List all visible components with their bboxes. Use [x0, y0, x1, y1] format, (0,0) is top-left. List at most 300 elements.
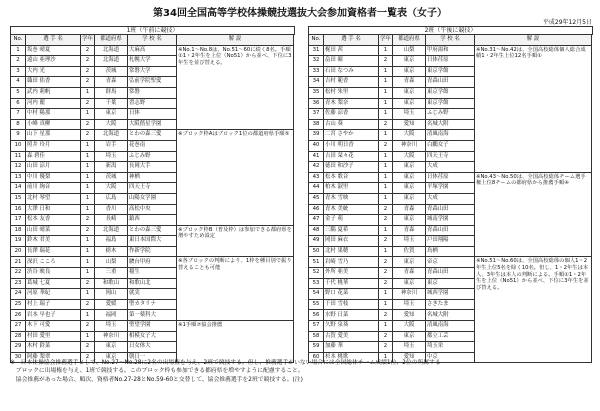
prefecture: 岡山 — [95, 289, 128, 300]
school-name: 習志野 — [128, 98, 177, 109]
athlete-name: 加藤 華 — [324, 342, 379, 353]
prefecture: 大阪 — [95, 183, 128, 194]
grade: 1 — [379, 321, 393, 332]
prefecture: 愛知 — [393, 310, 426, 321]
athlete-name: 阿藤 梨翠 — [26, 352, 81, 363]
entry-number: 38 — [309, 119, 324, 130]
grade: 1 — [379, 246, 393, 257]
entry-number: 27 — [11, 321, 26, 332]
athlete-name: 三隅 夏希 — [324, 225, 379, 236]
grade: 2 — [379, 342, 393, 353]
prefecture: 愛知 — [393, 119, 426, 130]
prefecture: 長崎 — [95, 215, 128, 226]
athlete-name: 松本 歌音 — [324, 172, 379, 183]
grade: 1 — [379, 151, 393, 162]
athlete-name: 畠田 瞳 — [324, 56, 379, 67]
athlete-name: 渋谷 映良 — [26, 268, 81, 279]
entry-number: 28 — [11, 331, 26, 342]
athlete-name: 外所 亜美 — [324, 268, 379, 279]
entry-number: 36 — [309, 98, 324, 109]
school-name: 大阪偕星学園 — [128, 119, 177, 130]
grade: 2 — [379, 56, 393, 67]
prefecture: 大阪 — [393, 321, 426, 332]
entry-number: 55 — [309, 299, 324, 310]
school-name: 四天王寺 — [128, 183, 177, 194]
athlete-name: 長澤 瑞花 — [26, 246, 81, 257]
grade: 1 — [81, 268, 95, 279]
grade: 2 — [81, 215, 95, 226]
note-cell: ※各ブロックの判断により、1枠を種目別で振り替えることも可能 — [177, 257, 294, 321]
prefecture: 広島 — [95, 193, 128, 204]
grade: 2 — [379, 236, 393, 247]
athlete-name: 松村 朱里 — [324, 87, 379, 98]
prefecture: 東京 — [393, 215, 426, 226]
column-header: 都道府県 — [393, 35, 426, 46]
grade: 2 — [379, 331, 393, 342]
school-name: 城南学園 — [426, 215, 475, 226]
note-cell: ※No.51〜No.60は、全国高校総体の個人1・2年生上位5名を除く10名。但し、1・2年生は本人、3年生は本人の判断による。手順①1・2年生を上位（No51）から並べ、下位に3年生を並び替える。 — [475, 257, 592, 363]
grade: 2 — [379, 257, 393, 268]
prefecture: 東京 — [393, 193, 426, 204]
grade: 2 — [379, 215, 393, 226]
prefecture: 大阪 — [95, 119, 128, 130]
prefecture: 東京 — [393, 183, 426, 194]
entry-number: 48 — [309, 225, 324, 236]
athlete-name: 梶田 茜 — [324, 45, 379, 56]
athlete-name: 葛城 七夏 — [26, 278, 81, 289]
school-name: ふじみ野 — [426, 109, 475, 120]
grade: 1 — [379, 289, 393, 300]
grade: 1 — [379, 352, 393, 363]
prefecture: 東京 — [393, 87, 426, 98]
prefecture: 青森 — [393, 204, 426, 215]
athlete-name: 山田 涼月 — [26, 162, 81, 173]
grade: 1 — [379, 193, 393, 204]
table-row — [11, 130, 294, 141]
note-cell: ※No.43〜No.50は、全国高校総体チーム選手権上位8チームの都府県から推薦手順④ — [475, 172, 592, 257]
entry-number: 13 — [11, 172, 26, 183]
athlete-name: 古賀 愛美 — [324, 331, 379, 342]
school-name: 聖カタリナ — [128, 299, 177, 310]
school-name: 弘前学院聖愛 — [128, 77, 177, 88]
grade: 1 — [81, 236, 95, 247]
athlete-name: 前川 絢音 — [26, 183, 81, 194]
school-name: 山陽女学園 — [128, 193, 177, 204]
grade: 1 — [379, 183, 393, 194]
grade: 2 — [81, 225, 95, 236]
athlete-name: 山下 星那 — [26, 130, 81, 141]
column-header: 解 説 — [177, 35, 294, 46]
prefecture: 埼玉 — [393, 236, 426, 247]
school-name: 甲府湯和 — [426, 45, 475, 56]
prefecture: 埼玉 — [393, 342, 426, 353]
school-name: 日体 — [128, 109, 177, 120]
grade: 2 — [81, 278, 95, 289]
grade: 1 — [379, 172, 393, 183]
prefecture: 岩手 — [95, 140, 128, 151]
school-name: 東京学館 — [426, 66, 475, 77]
table-row — [309, 45, 592, 56]
entry-number: 9 — [11, 130, 26, 141]
prefecture: 山梨 — [95, 257, 128, 268]
athlete-name: 村上 瑞子 — [26, 299, 81, 310]
footnote-line: 協会推薦があった場合、順次、資格者No.27-28とNo.59-60と交替して、協会推薦選手を2班で競技する。(注) — [10, 376, 303, 383]
school-name: 稲生 — [128, 268, 177, 279]
athlete-name: 中村 陽那 — [26, 109, 81, 120]
athlete-name: 遠山 亜理沙 — [26, 56, 81, 67]
footnote-line: ブロックに出場権を与え、1班で競技する。このブロック枠も参加できる都府県を増やすように配慮すること。 — [10, 368, 304, 375]
prefecture: 栃木 — [95, 246, 128, 257]
school-name: 聖望学園 — [128, 321, 177, 332]
prefecture: 和歌山 — [95, 278, 128, 289]
grade: 1 — [81, 193, 95, 204]
page-title: 第34回全国高等学校体操競技選抜大会参加資格者一覧表（女子） — [153, 8, 447, 19]
column-header: 学 校 名 — [128, 35, 177, 46]
document-date: 平成29年12月5日 — [542, 19, 592, 26]
grade: 1 — [81, 331, 95, 342]
grade: 1 — [379, 162, 393, 173]
prefecture: 北海道 — [95, 225, 128, 236]
prefecture: 東京 — [393, 331, 426, 342]
table-row — [11, 321, 294, 332]
grade: 1 — [81, 310, 95, 321]
entry-number: 37 — [309, 109, 324, 120]
prefecture: 神奈川 — [95, 331, 128, 342]
table-row — [309, 172, 592, 183]
column-header: 選 手 名 — [26, 35, 81, 46]
prefecture: 千葉 — [95, 98, 128, 109]
prefecture: 新潟 — [95, 162, 128, 173]
athlete-name: 小峰 真柳 — [26, 119, 81, 130]
school-name: 名城大附 — [426, 310, 475, 321]
column-header: 学年 — [81, 35, 95, 46]
school-name: 清風南海 — [426, 321, 475, 332]
school-name: 第一薬科大 — [128, 310, 177, 321]
grade: 2 — [379, 119, 393, 130]
table-row — [11, 45, 294, 56]
grade: 1 — [81, 162, 95, 173]
athlete-name: 森 碧佳 — [26, 151, 81, 162]
athlete-name: 青木 美統 — [324, 204, 379, 215]
prefecture: 青森 — [393, 225, 426, 236]
prefecture: 東京 — [393, 278, 426, 289]
athlete-name: 鈴木 君美 — [26, 236, 81, 247]
grade: 2 — [81, 77, 95, 88]
school-name: 高松中央 — [128, 204, 177, 215]
athlete-name: 山田 晴菜 — [26, 225, 81, 236]
athlete-name: 織田 佑香 — [26, 77, 81, 88]
grade: 1 — [81, 140, 95, 151]
prefecture: 大阪 — [393, 151, 426, 162]
prefecture: 北海道 — [95, 45, 128, 56]
prefecture: 大阪 — [393, 130, 426, 141]
prefecture: 茨城 — [95, 172, 128, 183]
entry-number: 32 — [309, 56, 324, 67]
prefecture: 埼玉 — [393, 109, 426, 120]
grade: 1 — [379, 225, 393, 236]
prefecture: 群馬 — [95, 87, 128, 98]
athlete-name: 大澤 日和 — [26, 204, 81, 215]
table-row — [11, 257, 294, 268]
grade: 2 — [81, 342, 95, 353]
prefecture: 佐賀 — [393, 246, 426, 257]
entry-number: 47 — [309, 215, 324, 226]
entry-number: 1 — [11, 45, 26, 56]
school-name: 清風南海 — [426, 130, 475, 141]
entry-number: 24 — [11, 289, 26, 300]
entry-number: 12 — [11, 162, 26, 173]
grade: 1 — [379, 130, 393, 141]
athlete-name: 河原 華紀 — [26, 289, 81, 300]
entry-number: 20 — [11, 246, 26, 257]
grade: 2 — [81, 352, 95, 363]
school-name: 戸田翔陽 — [426, 236, 475, 247]
athlete-name: 大内 光 — [26, 66, 81, 77]
school-name: 名城大附 — [426, 119, 475, 130]
entry-number: 23 — [11, 278, 26, 289]
table-row — [309, 257, 592, 268]
school-name: 白鵬女子 — [426, 140, 475, 151]
prefecture: 青森 — [393, 77, 426, 88]
grade: 2 — [379, 204, 393, 215]
grade: 1 — [81, 172, 95, 183]
column-header: 選 手 名 — [324, 35, 379, 46]
grade: 2 — [81, 299, 95, 310]
entry-number: 18 — [11, 225, 26, 236]
school-name: 日女体大 — [128, 342, 177, 353]
column-header: 都道府県 — [95, 35, 128, 46]
prefecture: 東京 — [393, 257, 426, 268]
entry-number: 19 — [11, 236, 26, 247]
athlete-name: 青木 梨奈 — [324, 98, 379, 109]
grade: 1 — [81, 289, 95, 300]
athlete-name: 石田 なつみ — [324, 66, 379, 77]
note-cell: ※1手順⑦協会推薦 — [177, 321, 294, 363]
entry-number: 3 — [11, 66, 26, 77]
school-name: 神栖 — [128, 172, 177, 183]
school-name: 埼玉栄 — [426, 342, 475, 353]
school-name: 大成 — [426, 193, 475, 204]
right-roster-table — [308, 34, 592, 363]
entry-number: 44 — [309, 183, 324, 194]
right-section-title: 2班（午後に競技） — [308, 26, 593, 35]
grade: 2 — [379, 278, 393, 289]
prefecture: 山梨 — [393, 45, 426, 56]
athlete-name: 武内 莉帆 — [26, 87, 81, 98]
grade: 1 — [81, 204, 95, 215]
athlete-name: 千代 桃華 — [324, 278, 379, 289]
prefecture: 東京 — [95, 352, 128, 363]
athlete-name: 吉村 範香 — [324, 77, 379, 88]
note-cell: ※ブロック枠Aはブロック1位の都道府県手順⑤ — [177, 130, 294, 225]
school-name: 鳥栖 — [426, 246, 475, 257]
school-name: 青森山田 — [426, 268, 475, 279]
entry-number: 22 — [11, 268, 26, 279]
entry-number: 52 — [309, 268, 324, 279]
school-name: 大麻高 — [128, 45, 177, 56]
prefecture: 神奈川 — [393, 140, 426, 151]
entry-number: 41 — [309, 151, 324, 162]
entry-number: 30 — [11, 352, 26, 363]
grade: 2 — [81, 119, 95, 130]
school-name: 作新学院 — [128, 246, 177, 257]
school-name: 朝日一 — [128, 352, 177, 363]
grade: 1 — [379, 98, 393, 109]
grade: 2 — [81, 321, 95, 332]
school-name: 中京 — [426, 352, 475, 363]
entry-number: 10 — [11, 140, 26, 151]
athlete-name: 千田 雪枝 — [324, 299, 379, 310]
note-cell: ※No.31〜No.42は、全国高校総体個人総合成績1・2年生上位12名手順① — [475, 45, 592, 172]
school-name: 札幌大学 — [128, 56, 177, 67]
school-name: とわの森三愛 — [128, 130, 177, 141]
grade: 2 — [379, 310, 393, 321]
entry-number: 59 — [309, 342, 324, 353]
prefecture: 愛媛 — [95, 299, 128, 310]
athlete-name: 北村 琴望 — [26, 193, 81, 204]
left-roster-table — [10, 34, 294, 363]
athlete-name: 照井 玲月 — [26, 140, 81, 151]
column-header: 学 校 名 — [426, 35, 475, 46]
left-section-title: 1班（午前に競技） — [10, 26, 295, 35]
entry-number: 53 — [309, 278, 324, 289]
entry-number: 16 — [11, 204, 26, 215]
prefecture: 東京 — [393, 66, 426, 77]
prefecture: 茨城 — [95, 66, 128, 77]
athlete-name: 柏木 淑里 — [324, 183, 379, 194]
grade: 2 — [81, 56, 95, 67]
prefecture: 青森 — [393, 268, 426, 279]
school-name: 日体荏原 — [426, 172, 475, 183]
prefecture: 埼玉 — [95, 151, 128, 162]
grade: 2 — [81, 66, 95, 77]
entry-number: 5 — [11, 87, 26, 98]
school-name: 東京学館 — [426, 98, 475, 109]
prefecture: 埼玉 — [95, 321, 128, 332]
school-name: 日体荏原 — [426, 56, 475, 67]
school-name: 常磐大学 — [128, 66, 177, 77]
athlete-name: 中川 優梨 — [26, 172, 81, 183]
prefecture: 香川 — [95, 204, 128, 215]
column-header: 解 説 — [475, 35, 592, 46]
note-cell: ※No.1〜No.8は、No.51〜60に続く8名。手順①1・2年生を上位（No51）から並べ、下位に3年生を並び替える。 — [177, 45, 294, 130]
entry-number: 8 — [11, 119, 26, 130]
grade: 1 — [379, 77, 393, 88]
entry-number: 42 — [309, 162, 324, 173]
entry-number: 7 — [11, 109, 26, 120]
athlete-name: 岡田 麻衣 — [324, 236, 379, 247]
athlete-name: 古山 葵 — [324, 119, 379, 130]
entry-number: 29 — [11, 342, 26, 353]
grade: 1 — [81, 151, 95, 162]
school-name: 青森山田 — [426, 225, 475, 236]
entry-number: 54 — [309, 289, 324, 300]
athlete-name: 岩本 早也子 — [26, 310, 81, 321]
school-name: 東京学館 — [426, 87, 475, 98]
prefecture: 東京 — [393, 56, 426, 67]
grade: 2 — [81, 130, 95, 141]
entry-number: 40 — [309, 140, 324, 151]
grade: 2 — [81, 98, 95, 109]
entry-number: 45 — [309, 193, 324, 204]
entry-number: 56 — [309, 310, 324, 321]
athlete-name: 木村 鈴菜 — [26, 342, 81, 353]
school-name: 四天王寺 — [426, 151, 475, 162]
footnote-line: ※ 日本体操協会推薦選手として、No.27〜No.28に2名の出場権を与え、2班で競技する。但し、推薦選手がいない場合には全国総体チーム成績1位、2位の所属する — [10, 360, 441, 366]
school-name: 平塚学園 — [426, 183, 475, 194]
grade: 1 — [379, 299, 393, 310]
prefecture: 青森 — [95, 77, 128, 88]
prefecture: 東京 — [95, 109, 128, 120]
school-name: さきたま — [426, 299, 475, 310]
school-name: 花巻南 — [128, 140, 177, 151]
athlete-name: 小川 明日香 — [324, 140, 379, 151]
athlete-name: 金子 萌 — [324, 215, 379, 226]
entry-number: 6 — [11, 98, 26, 109]
school-name: 青森山田 — [426, 77, 475, 88]
grade: 1 — [379, 66, 393, 77]
column-header: No. — [309, 35, 324, 46]
entry-number: 50 — [309, 246, 324, 257]
grade: 1 — [81, 257, 95, 268]
school-name: 東日本国際大 — [128, 236, 177, 247]
prefecture: 福島 — [95, 236, 128, 247]
prefecture: 北海道 — [95, 130, 128, 141]
grade: 2 — [81, 45, 95, 56]
entry-number: 57 — [309, 321, 324, 332]
school-name: 帝京 — [426, 257, 475, 268]
entry-number: 46 — [309, 204, 324, 215]
athlete-name: 杉本 桃歌 — [324, 352, 379, 363]
school-name: ふじみ野 — [128, 151, 177, 162]
grade: 2 — [379, 140, 393, 151]
entry-number: 51 — [309, 257, 324, 268]
entry-number: 14 — [11, 183, 26, 194]
prefecture: 東京 — [393, 172, 426, 183]
school-name: 鎮西 — [128, 215, 177, 226]
athlete-name: 岩崎 雪乃 — [324, 257, 379, 268]
school-name: 城西学園 — [426, 289, 475, 300]
entry-number: 11 — [11, 151, 26, 162]
column-header: 学年 — [379, 35, 393, 46]
grade: 1 — [379, 109, 393, 120]
entry-number: 4 — [11, 77, 26, 88]
column-header: No. — [11, 35, 26, 46]
entry-number: 15 — [11, 193, 26, 204]
entry-number: 2 — [11, 56, 26, 67]
table-header-row — [11, 35, 294, 46]
entry-number: 35 — [309, 87, 324, 98]
entry-number: 33 — [309, 66, 324, 77]
school-name: 常磐 — [128, 87, 177, 98]
entry-number: 21 — [11, 257, 26, 268]
athlete-name: 野口 花菜 — [324, 289, 379, 300]
prefecture: 神奈川 — [393, 289, 426, 300]
school-name: 大成 — [426, 162, 475, 173]
athlete-name: 二宮 さやか — [324, 130, 379, 141]
entry-number: 17 — [11, 215, 26, 226]
athlete-name: 吉田 栞々花 — [324, 151, 379, 162]
athlete-name: 久野 泉葵 — [324, 321, 379, 332]
athlete-name: 水野 日菜 — [324, 310, 379, 321]
school-name: 都立工芸 — [426, 331, 475, 342]
grade: 1 — [379, 45, 393, 56]
table-row — [11, 225, 294, 236]
prefecture: 東京 — [95, 342, 128, 353]
athlete-name: 木下 可愛 — [26, 321, 81, 332]
school-name: 駿台甲府 — [128, 257, 177, 268]
grade: 2 — [379, 268, 393, 279]
